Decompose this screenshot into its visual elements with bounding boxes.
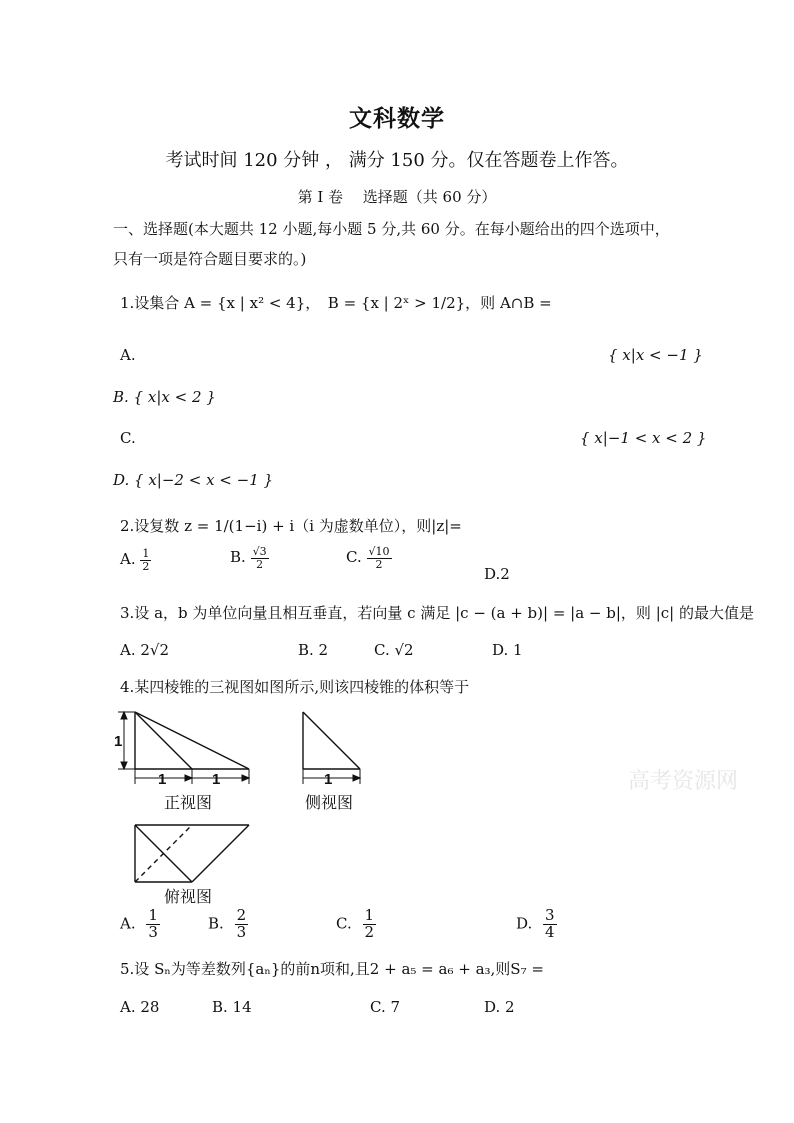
q2-option-b-label: B. [230, 548, 246, 567]
q4-option-c [336, 908, 376, 941]
section-intro-line-2: 只有一项是符合题目要求的。) [113, 250, 307, 268]
side-view-label: 侧视图 [305, 795, 354, 812]
q5-option-d: D. 2 [484, 998, 515, 1016]
exam-info: 考试时间 120 分钟 ， 满分 150 分。仅在答题卷上作答。 [165, 150, 629, 171]
page-title: 文科数学 [349, 105, 445, 132]
front-width-dimension [135, 769, 249, 784]
q3-option-a: A. 2√2 [120, 641, 170, 659]
q3-option-c: C. √2 [374, 641, 414, 659]
front-view-inner-edge [135, 712, 192, 769]
q4-option-c-label: C. [336, 914, 352, 933]
q2-option-a [120, 548, 151, 572]
fraction-denominator: 3 [236, 922, 247, 941]
fraction-numerator: 1 [142, 547, 150, 560]
q1-option-a-value: { x|x < −1 } [608, 346, 703, 364]
watermark: 高考资源网 [628, 769, 739, 794]
fraction-numerator: √3 [252, 545, 267, 558]
q4-option-b-fraction [235, 908, 249, 941]
q4-option-c-fraction [363, 908, 377, 941]
top-view-label: 俯视图 [164, 889, 213, 906]
front-view [135, 712, 249, 769]
fraction-denominator: 2 [364, 922, 375, 941]
side-width-label: 1 [324, 771, 333, 788]
front-width-label-2: 1 [212, 771, 221, 788]
q2-option-a-label: A. [120, 550, 136, 569]
three-view-figure [108, 700, 398, 910]
q2-option-b [230, 546, 269, 570]
q2-option-c [346, 546, 392, 570]
question-5: 5.设 Sₙ为等差数列{aₙ}的前n项和,且2 + a₅ = a₆ + a₃,则S₇ = [120, 960, 544, 978]
fraction-denominator: 2 [142, 559, 150, 573]
q4-option-b-label: B. [208, 914, 224, 933]
q1-option-d: D. { x|−2 < x < −1 } [113, 471, 274, 489]
q4-option-a-label: A. [120, 914, 136, 933]
side-view [303, 712, 360, 769]
front-view-label: 正视图 [164, 795, 213, 812]
q2-option-b-fraction [251, 546, 269, 570]
fraction-denominator: 2 [256, 557, 264, 571]
section-intro-line-1: 一、选择题(本大题共 12 小题,每小题 5 分,共 60 分。在每小题给出的四个选项中， [113, 220, 670, 238]
q5-option-b: B. 14 [212, 998, 252, 1016]
fraction-numerator: 3 [545, 906, 555, 924]
part-heading: 第 I 卷 选择题（共 60 分） [297, 188, 497, 206]
q4-option-d-label: D. [516, 914, 533, 933]
q1-option-c-label: C. [120, 429, 136, 447]
fraction-denominator: 3 [148, 922, 158, 941]
q1-option-a-label: A. [120, 346, 136, 364]
q2-option-c-fraction [367, 546, 392, 570]
q5-option-c: C. 7 [370, 998, 401, 1016]
fraction-denominator: 4 [545, 922, 555, 941]
q2-option-a-fraction [140, 548, 151, 572]
q2-option-c-label: C. [346, 548, 362, 567]
question-3: 3.设 a，b 为单位向量且相互垂直，若向量 c 满足 |c − (a + b)| = |a − b|，则 |c| 的最大值是 [120, 604, 754, 622]
q4-option-a-fraction [146, 908, 160, 941]
question-4: 4.某四棱锥的三视图如图所示,则该四棱锥的体积等于 [120, 678, 470, 696]
q4-option-d [516, 908, 557, 941]
fraction-denominator: 2 [375, 557, 383, 571]
q3-option-d: D. 1 [492, 641, 523, 659]
question-2: 2.设复数 z = 1/(1−i) + i（i 为虚数单位），则|z|= [120, 517, 462, 535]
fraction-numerator: 1 [364, 906, 375, 924]
fraction-numerator: 1 [148, 906, 158, 924]
front-view-hypotenuse [135, 712, 249, 769]
q3-option-b: B. 2 [298, 641, 329, 659]
front-height-label: 1 [114, 733, 123, 750]
q5-option-a: A. 28 [120, 998, 160, 1016]
top-view [135, 825, 249, 882]
q4-option-a [120, 908, 160, 941]
question-1: 1.设集合 A = {x | x² < 4}， B = {x | 2ˣ > 1/2}，则 A∩B = [120, 294, 552, 312]
q1-option-c-value: { x|−1 < x < 2 } [580, 429, 707, 447]
fraction-numerator: √10 [368, 545, 390, 558]
q1-option-b: B. { x|x < 2 } [113, 388, 216, 406]
q2-option-d: D.2 [484, 565, 510, 583]
q4-option-d-fraction [543, 908, 557, 941]
fraction-numerator: 2 [236, 906, 247, 924]
front-width-label-1: 1 [158, 771, 167, 788]
q4-option-b [208, 908, 248, 941]
